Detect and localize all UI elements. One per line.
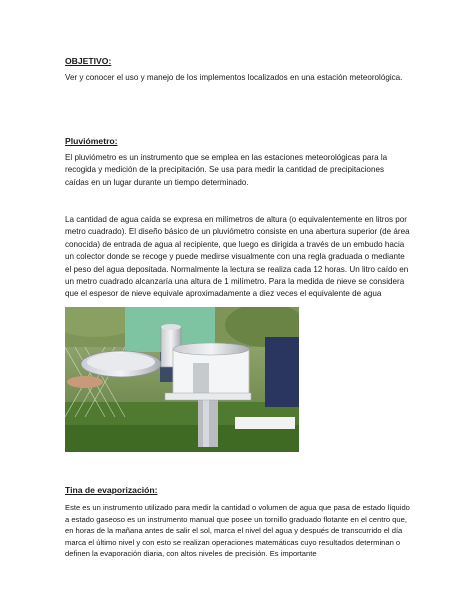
- objetivo-heading: OBJETIVO:: [65, 56, 112, 66]
- tina-text: Este es un instrumento utilizado para medir la cantidad o volumen de agua que pasa de estado líquido a estado gaseoso es un instrumento manual que posee un tornillo graduado flotante en el centro que, en horas de la mañana antes de salir el sol, marca el nivel del agua y después de transcurrido el día marca el último nivel y con esto se realizan operaciones matemáticas cuyo resultados determinan o definen la evaporación diaria, con altos niveles de precisión. Es importante: [65, 503, 410, 559]
- tina-heading: Tina de evaporización:: [65, 485, 158, 495]
- rain-gauge-illustration: [65, 307, 299, 452]
- objetivo-text: Ver y conocer el uso y manejo de los implementos localizados en una estación meteorológica.: [65, 73, 403, 82]
- rain-gauge-photo: [65, 307, 299, 452]
- pluviometro-paragraph-1: El pluviómetro es un instrumento que se emplea en las estaciones meteorológicas para la recogida y medición de la precipitación. Se usa para medir la cantidad de precipitaciones caídas en un lugar durante un tiempo determinado.: [65, 153, 388, 187]
- pluviometro-paragraph-2: La cantidad de agua caída se expresa en milímetros de altura (o equivalentemente en litros por metro cuadrado). El diseño básico de un pluviómetro consiste en una abertura superior (de área conocida) de entrada de agua al recipiente, que luego es dirigida a través de un embudo hacia un colector donde se recoge y puede medirse visualmente con una regla graduada o mediante el peso del agua depositada. Normalmente la lectura se realiza cada 12 horas. Un litro caído en un metro cuadrado alcanzaría una altura de 1 milímetro. Para la medida de nieve se considera que el espesor de nieve equivale aproximadamente a diez veces el equivalente de agua: [65, 215, 410, 299]
- pluviometro-heading: Pluviómetro:: [65, 136, 118, 146]
